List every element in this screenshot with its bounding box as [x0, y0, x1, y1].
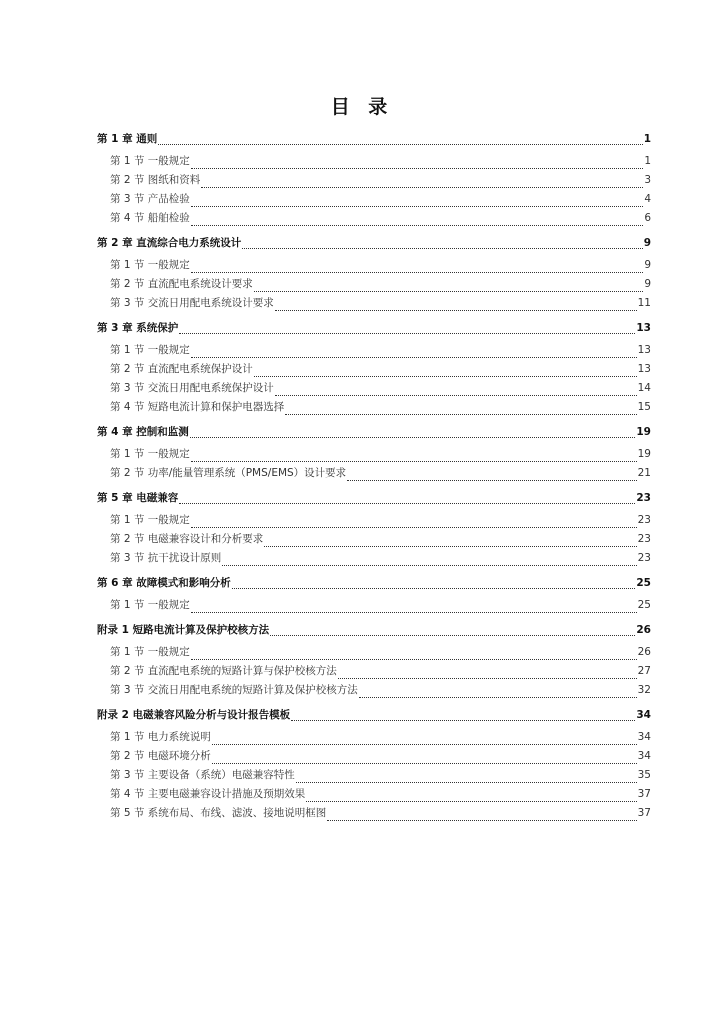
toc-chapter-entry[interactable] [97, 320, 651, 337]
toc-section-entry[interactable] [97, 644, 651, 663]
dot-leader [191, 357, 637, 358]
dot-leader [212, 763, 637, 764]
toc-section-entry[interactable] [97, 295, 651, 314]
dot-leader [359, 697, 637, 698]
toc-chapter-entry[interactable] [97, 131, 651, 148]
chapter-label: 第 3 章 系统保护 [97, 322, 179, 334]
section-page-number: 13 [637, 363, 651, 375]
section-label: 第 3 节 产品检验 [110, 193, 190, 205]
toc-chapter-entry[interactable] [97, 707, 651, 724]
toc-section-entry[interactable] [97, 748, 651, 767]
chapter-label: 第 5 章 电磁兼容 [97, 492, 179, 504]
section-label: 第 3 节 交流日用配电系统保护设计 [110, 382, 274, 394]
toc-section-entry[interactable] [97, 663, 651, 682]
section-page-number: 21 [637, 467, 651, 479]
toc-section-entry[interactable] [97, 361, 651, 380]
section-label: 第 3 节 交流日用配电系统的短路计算及保护校核方法 [110, 684, 358, 696]
toc-section-entry[interactable] [97, 399, 651, 418]
section-label: 第 2 节 直流配电系统的短路计算与保护校核方法 [110, 665, 337, 677]
chapter-page-number: 26 [636, 624, 651, 636]
dot-leader [347, 480, 636, 481]
section-label: 第 5 节 系统布局、布线、滤波、接地说明框图 [110, 807, 327, 819]
dot-leader [191, 461, 637, 462]
dot-leader [191, 168, 644, 169]
chapter-page-number: 1 [643, 133, 651, 145]
dot-leader [254, 291, 644, 292]
chapter-page-number: 34 [636, 709, 651, 721]
toc-section-entry[interactable] [97, 786, 651, 805]
toc-section-entry[interactable] [97, 153, 651, 172]
section-page-number: 27 [637, 665, 651, 677]
toc-section-entry[interactable] [97, 446, 651, 465]
toc-section-entry[interactable] [97, 767, 651, 786]
toc-section-entry[interactable] [97, 729, 651, 748]
chapter-page-number: 23 [636, 492, 651, 504]
section-label: 第 2 节 电磁环境分析 [110, 750, 211, 762]
toc-section-entry[interactable] [97, 210, 651, 229]
chapter-page-number: 9 [643, 237, 651, 249]
section-label: 第 1 节 一般规定 [110, 155, 190, 167]
dot-leader [291, 720, 635, 721]
toc-section-entry[interactable] [97, 465, 651, 484]
section-page-number: 14 [637, 382, 651, 394]
section-page-number: 26 [637, 646, 651, 658]
toc-section-entry[interactable] [97, 191, 651, 210]
section-page-number: 23 [637, 514, 651, 526]
dot-leader [327, 820, 636, 821]
dot-leader [158, 144, 642, 145]
section-label: 第 2 节 直流配电系统设计要求 [110, 278, 253, 290]
section-label: 第 1 节 一般规定 [110, 599, 190, 611]
chapter-page-number: 19 [636, 426, 651, 438]
section-label: 第 4 节 船舶检验 [110, 212, 190, 224]
dot-leader [201, 187, 643, 188]
dot-leader [191, 225, 644, 226]
dot-leader [191, 659, 637, 660]
section-page-number: 3 [644, 174, 651, 186]
section-page-number: 37 [637, 807, 651, 819]
dot-leader [232, 588, 636, 589]
dot-leader [191, 272, 644, 273]
section-page-number: 34 [637, 731, 651, 743]
dot-leader [212, 744, 637, 745]
dot-leader [275, 395, 637, 396]
toc-chapter-entry[interactable] [97, 490, 651, 507]
dot-leader [179, 503, 635, 504]
dot-leader [179, 333, 635, 334]
toc-chapter-entry[interactable] [97, 622, 651, 639]
toc-title: 目 录 [330, 96, 394, 118]
section-label: 第 2 节 功率/能量管理系统（PMS/EMS）设计要求 [110, 467, 347, 479]
toc-section-entry[interactable] [97, 276, 651, 295]
section-page-number: 37 [637, 788, 651, 800]
section-label: 第 3 节 抗干扰设计原则 [110, 552, 222, 564]
dot-leader [296, 782, 637, 783]
chapter-page-number: 13 [636, 322, 651, 334]
section-page-number: 4 [644, 193, 651, 205]
toc-section-entry[interactable] [97, 550, 651, 569]
section-page-number: 9 [644, 259, 651, 271]
section-label: 第 4 节 短路电流计算和保护电器选择 [110, 401, 285, 413]
dot-leader [264, 546, 636, 547]
dot-leader [270, 635, 635, 636]
toc-section-entry[interactable] [97, 257, 651, 276]
section-label: 第 3 节 交流日用配电系统设计要求 [110, 297, 274, 309]
section-label: 第 1 节 一般规定 [110, 514, 190, 526]
section-label: 第 2 节 电磁兼容设计和分析要求 [110, 533, 264, 545]
toc-section-entry[interactable] [97, 512, 651, 531]
toc-chapter-entry[interactable] [97, 235, 651, 252]
section-label: 第 1 节 一般规定 [110, 448, 190, 460]
section-page-number: 1 [644, 155, 651, 167]
section-label: 第 1 节 一般规定 [110, 646, 190, 658]
toc-section-entry[interactable] [97, 172, 651, 191]
section-label: 第 3 节 主要设备（系统）电磁兼容特性 [110, 769, 295, 781]
section-page-number: 9 [644, 278, 651, 290]
section-page-number: 32 [637, 684, 651, 696]
section-page-number: 34 [637, 750, 651, 762]
section-label: 第 2 节 直流配电系统保护设计 [110, 363, 253, 375]
toc-chapter-entry[interactable] [97, 575, 651, 592]
dot-leader [191, 206, 644, 207]
dot-leader [254, 376, 637, 377]
chapter-label: 第 6 章 故障模式和影响分析 [97, 577, 231, 589]
chapter-label: 附录 2 电磁兼容风险分析与设计报告模板 [97, 709, 291, 721]
section-label: 第 2 节 图纸和资料 [110, 174, 201, 186]
dot-leader [191, 527, 637, 528]
section-page-number: 13 [637, 344, 651, 356]
section-page-number: 15 [637, 401, 651, 413]
chapter-label: 第 2 章 直流综合电力系统设计 [97, 237, 242, 249]
chapter-label: 附录 1 短路电流计算及保护校核方法 [97, 624, 270, 636]
dot-leader [190, 437, 636, 438]
section-page-number: 35 [637, 769, 651, 781]
dot-leader [306, 801, 636, 802]
toc-section-entry[interactable] [97, 682, 651, 701]
section-page-number: 6 [644, 212, 651, 224]
section-page-number: 23 [637, 533, 651, 545]
section-label: 第 1 节 电力系统说明 [110, 731, 211, 743]
section-label: 第 1 节 一般规定 [110, 344, 190, 356]
toc-chapter-entry[interactable] [97, 424, 651, 441]
dot-leader [275, 310, 637, 311]
dot-leader [222, 565, 636, 566]
toc-section-entry[interactable] [97, 380, 651, 399]
section-label: 第 4 节 主要电磁兼容设计措施及预期效果 [110, 788, 306, 800]
section-page-number: 11 [637, 297, 651, 309]
toc-section-entry[interactable] [97, 805, 651, 824]
section-page-number: 23 [637, 552, 651, 564]
section-page-number: 25 [637, 599, 651, 611]
table-of-contents [97, 131, 651, 824]
chapter-label: 第 4 章 控制和监测 [97, 426, 189, 438]
toc-section-entry[interactable] [97, 342, 651, 361]
dot-leader [191, 612, 637, 613]
dot-leader [285, 414, 636, 415]
section-label: 第 1 节 一般规定 [110, 259, 190, 271]
toc-section-entry[interactable] [97, 531, 651, 550]
section-page-number: 19 [637, 448, 651, 460]
toc-section-entry[interactable] [97, 597, 651, 616]
chapter-page-number: 25 [636, 577, 651, 589]
chapter-label: 第 1 章 通则 [97, 133, 158, 145]
dot-leader [242, 248, 642, 249]
dot-leader [338, 678, 637, 679]
